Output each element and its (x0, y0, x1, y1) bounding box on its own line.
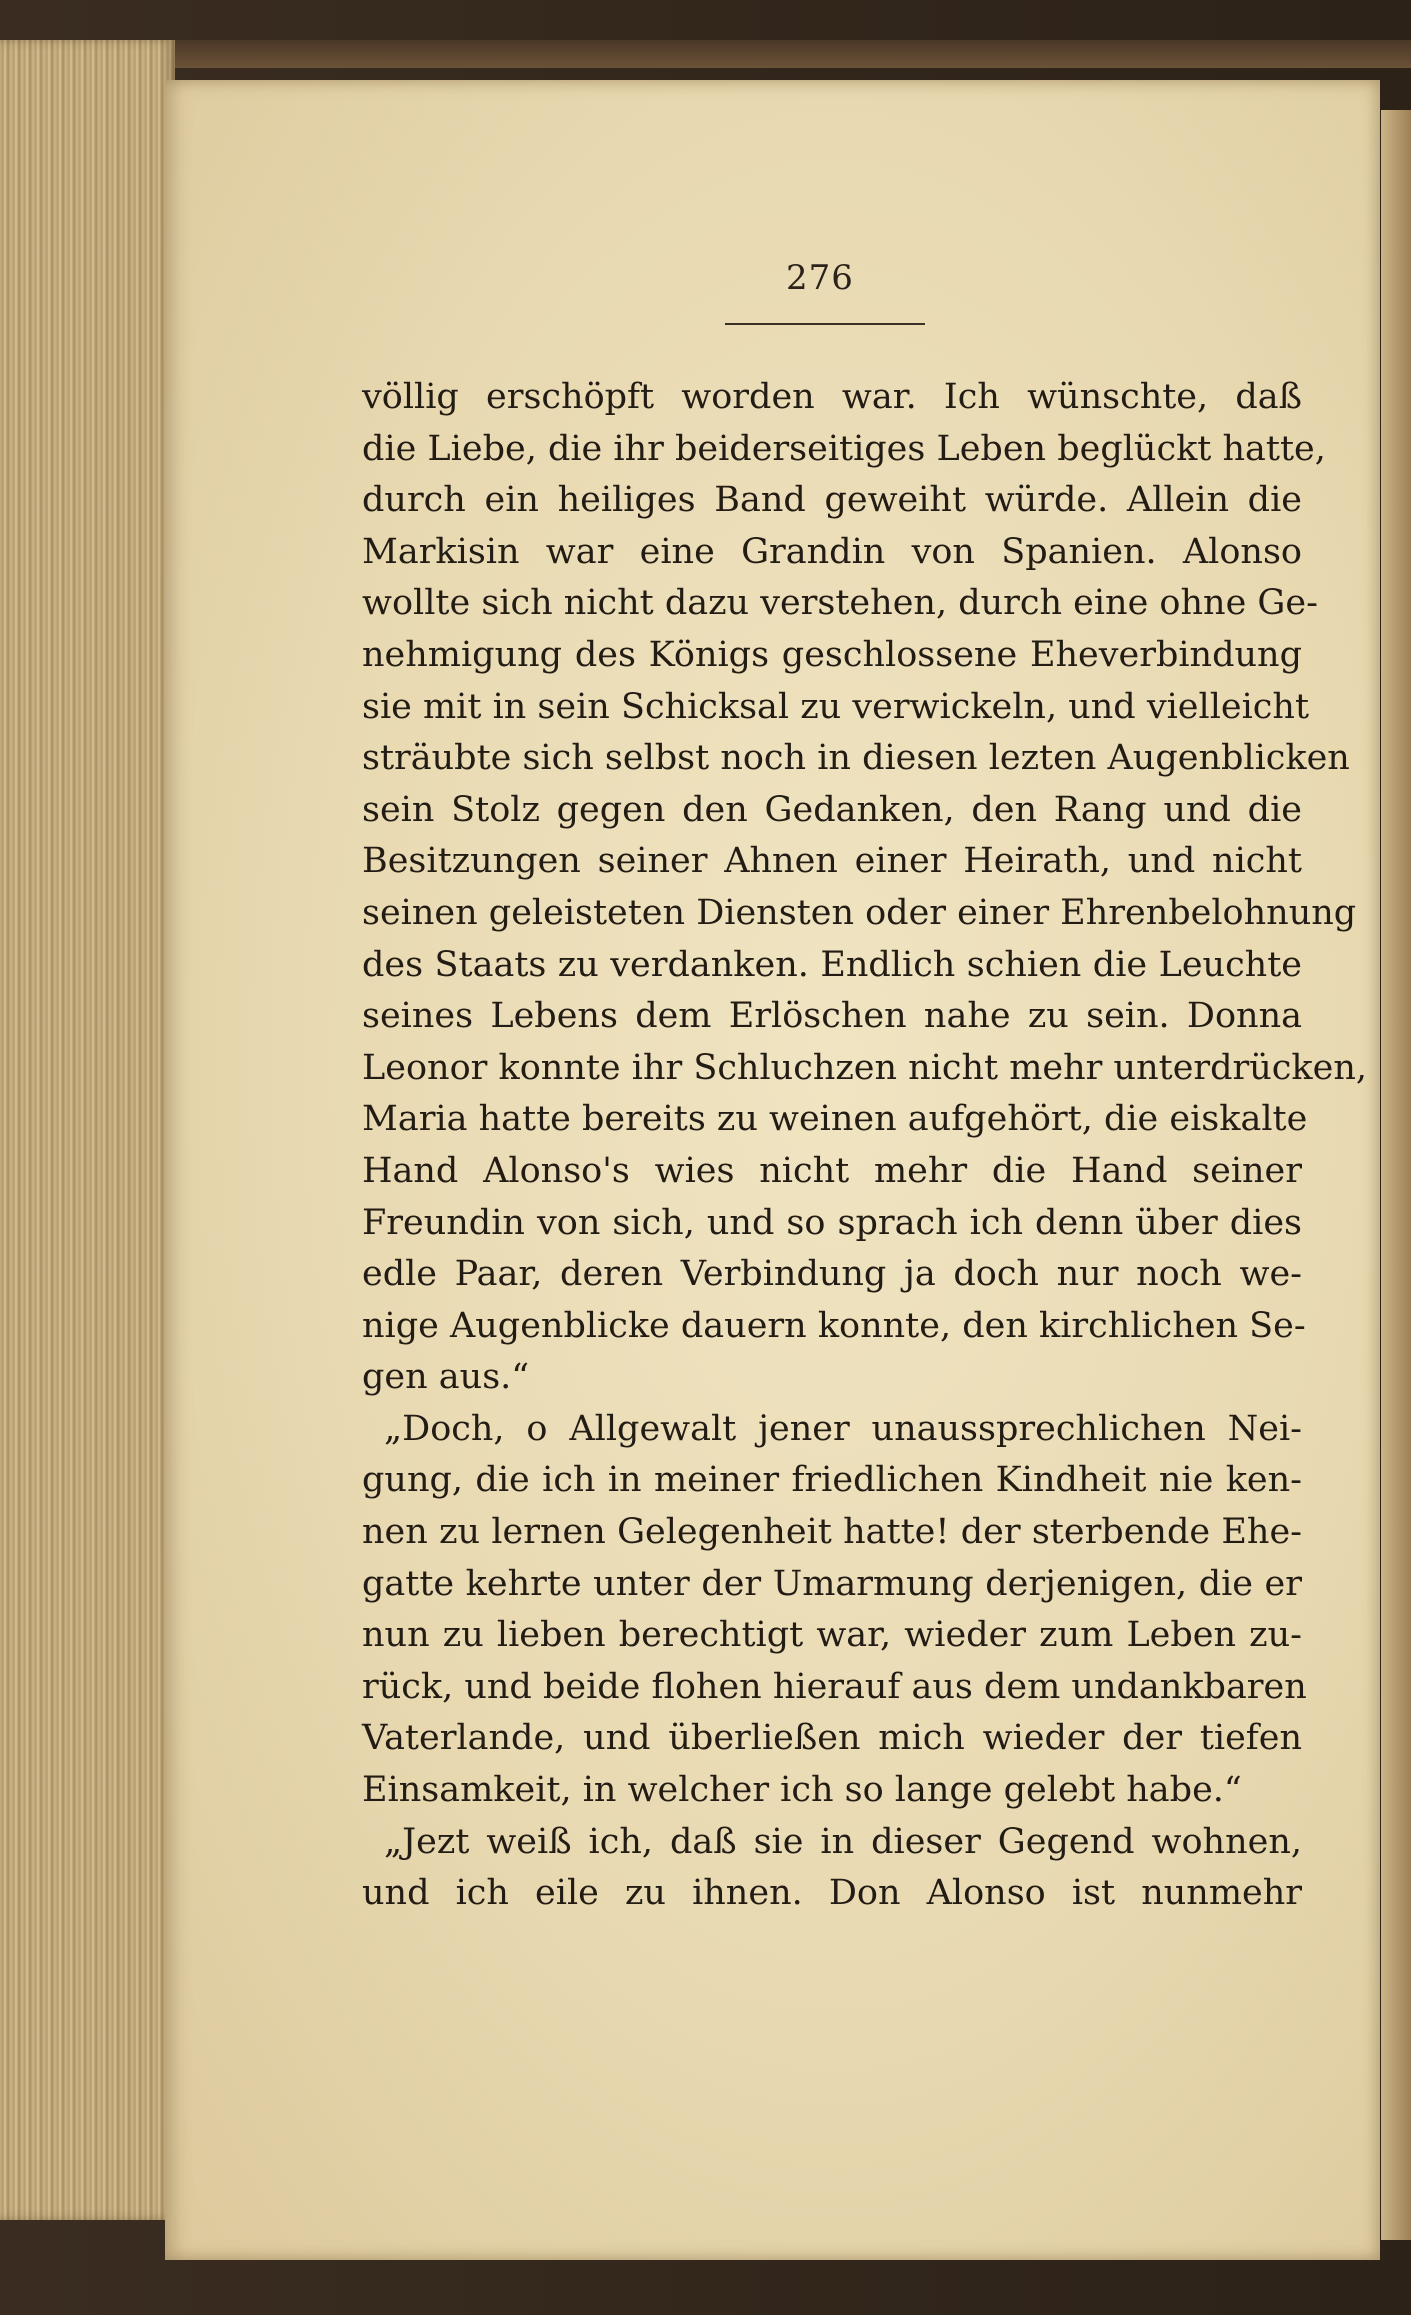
text-line: gung, die ich in meiner friedlichen Kindheit nie ken- (362, 1460, 1302, 1501)
text-line: des Staats zu verdanken. Endlich schien die Leuchte (362, 944, 1302, 985)
book-page-edges (0, 40, 175, 2220)
text-line-paragraph-end: Einsamkeit, in welcher ich so lange gelebt habe.“ (362, 1770, 1242, 1811)
text-line: edle Paar, deren Verbindung ja doch nur noch we- (362, 1254, 1302, 1295)
text-line: nige Augenblicke dauern konnte, den kirchlichen Se- (362, 1305, 1306, 1346)
body-text (362, 372, 1368, 1920)
header-rule (725, 323, 925, 325)
text-line: die Liebe, die ihr beiderseitiges Leben beglückt hatte, (362, 428, 1326, 469)
text-line-paragraph-start: „Jezt weiß ich, daß sie in dieser Gegend wohnen, (384, 1821, 1302, 1862)
text-line: Leonor konnte ihr Schluchzen nicht mehr unterdrücken, (362, 1047, 1368, 1088)
text-line: seines Lebens dem Erlöschen nahe zu sein. Donna (362, 996, 1302, 1037)
text-line: rück, und beide flohen hierauf aus dem undankbaren (362, 1666, 1307, 1707)
text-line: durch ein heiliges Band geweiht würde. Allein die (362, 480, 1302, 521)
text-line: seinen geleisteten Diensten oder einer Ehrenbelohnung (362, 892, 1357, 933)
text-line: Freundin von sich, und so sprach ich denn über dies (362, 1202, 1302, 1243)
book-top-edge (0, 40, 1411, 68)
text-line: Markisin war eine Grandin von Spanien. Alonso (362, 531, 1302, 572)
text-line: Maria hatte bereits zu weinen aufgehört, die eiskalte (362, 1099, 1308, 1140)
text-line: sie mit in sein Schicksal zu verwickeln, und vielleicht (362, 686, 1310, 727)
text-line: nun zu lieben berechtigt war, wieder zum Leben zu- (362, 1615, 1302, 1656)
text-line: Besitzungen seiner Ahnen einer Heirath, und nicht (362, 841, 1302, 882)
text-line: völlig erschöpft worden war. Ich wünschte, daß (362, 377, 1302, 417)
book-right-edge (1381, 110, 1411, 2240)
text-line: Vaterlande, und überließen mich wieder der tiefen (362, 1718, 1302, 1759)
text-line-paragraph-start: „Doch, o Allgewalt jener unaussprechlichen Nei- (384, 1408, 1302, 1449)
text-line: sein Stolz gegen den Gedanken, den Rang und die (362, 789, 1302, 830)
text-line: nehmigung des Königs geschlossene Eheverbindung (362, 634, 1302, 675)
text-line: gatte kehrte unter der Umarmung derjenigen, die er (362, 1563, 1302, 1604)
text-line: Hand Alonso's wies nicht mehr die Hand seiner (362, 1150, 1302, 1191)
text-line: sträubte sich selbst noch in diesen lezten Augenblicken (362, 738, 1350, 779)
text-line: nen zu lernen Gelegenheit hatte! der sterbende Ehe- (362, 1512, 1302, 1553)
page-number: 276 (786, 258, 854, 298)
text-line: und ich eile zu ihnen. Don Alonso ist nunmehr (362, 1873, 1302, 1914)
text-line-paragraph-end: gen aus.“ (362, 1357, 530, 1398)
text-line: wollte sich nicht dazu verstehen, durch eine ohne Ge- (362, 583, 1318, 624)
